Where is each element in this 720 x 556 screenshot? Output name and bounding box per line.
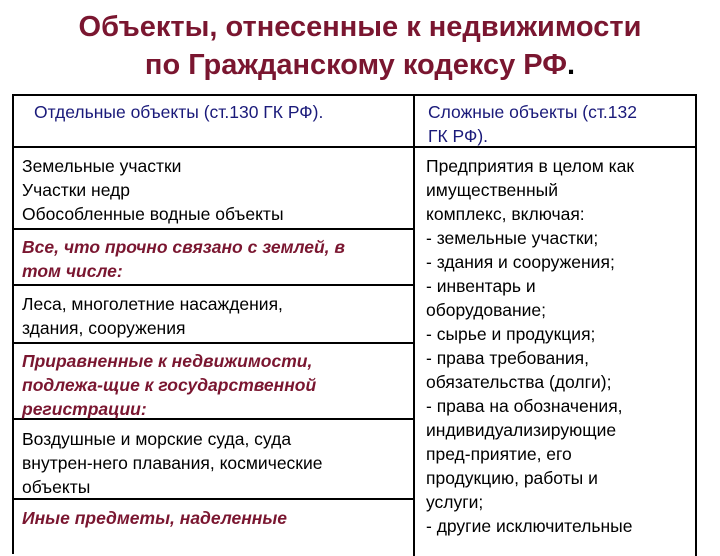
right-line: оборудование; <box>426 300 547 320</box>
row-line-text: том числе: <box>22 261 123 281</box>
row-divider <box>14 284 415 286</box>
title-line-2 <box>0 46 720 84</box>
row-line-text: Иные предметы, наделенные <box>22 508 288 528</box>
left-row-vessels <box>22 427 410 499</box>
row-divider <box>14 342 415 344</box>
right-line: продукцию, работы и <box>426 468 598 488</box>
right-header-line: ГК РФ). <box>428 126 489 146</box>
right-column-header <box>428 100 693 148</box>
right-line: услуги; <box>426 492 484 512</box>
right-line: - земельные участки; <box>426 228 599 248</box>
row-line-text: здания, сооружения <box>22 318 186 338</box>
row-line-text: Приравненные к недвижимости, <box>22 351 313 371</box>
right-line: - права требования, <box>426 348 589 368</box>
row-line-text: Воздушные и морские суда, суда <box>22 429 292 449</box>
left-column-header: Отдельные объекты (ст.130 ГК РФ). <box>34 102 324 122</box>
page-title <box>0 8 720 84</box>
right-line: - сырье и продукция; <box>426 324 596 344</box>
title-dot: . <box>567 49 576 81</box>
objects-table <box>12 94 697 554</box>
right-line: индивидуализирующие <box>426 420 617 440</box>
right-line: Предприятия в целом как <box>426 156 635 176</box>
row-line-text: объекты <box>22 477 91 497</box>
left-row-land <box>22 154 410 226</box>
left-row-equated <box>22 349 410 421</box>
row-line-text: регистрации: <box>22 399 147 419</box>
row-line-text: подлежа-щие к государственной <box>22 375 317 395</box>
title-line-1: Объекты, отнесенные к недвижимости <box>78 11 642 43</box>
left-row-forests <box>22 292 410 340</box>
right-line: - здания и сооружения; <box>426 252 615 272</box>
row-line-text: Все, что прочно связано с землей, в <box>22 237 345 257</box>
left-row-other <box>22 506 410 530</box>
row-line-text: Участки недр <box>22 180 130 200</box>
row-line-text: Обособленные водные объекты <box>22 204 284 224</box>
right-line: - инвентарь и <box>426 276 536 296</box>
row-line-text: Леса, многолетние насаждения, <box>22 294 283 314</box>
row-line-text: внутрен-него плавания, космические <box>22 453 323 473</box>
row-divider <box>14 228 415 230</box>
right-line: имущественный <box>426 180 558 200</box>
right-line: - другие исключительные <box>426 516 633 536</box>
title-line-2-text: по Гражданскому кодексу РФ <box>144 49 568 81</box>
column-divider <box>413 96 415 556</box>
right-line: комплекс, включая: <box>426 204 585 224</box>
right-line: обязательства (долги); <box>426 372 612 392</box>
row-line-text: Земельные участки <box>22 156 182 176</box>
table-right-border <box>695 96 697 556</box>
right-line: пред-приятие, его <box>426 444 572 464</box>
right-line: - права на обозначения, <box>426 396 623 416</box>
right-column-body <box>426 154 690 538</box>
left-row-attached <box>22 235 410 283</box>
right-header-line: Сложные объекты (ст.132 <box>428 102 637 122</box>
